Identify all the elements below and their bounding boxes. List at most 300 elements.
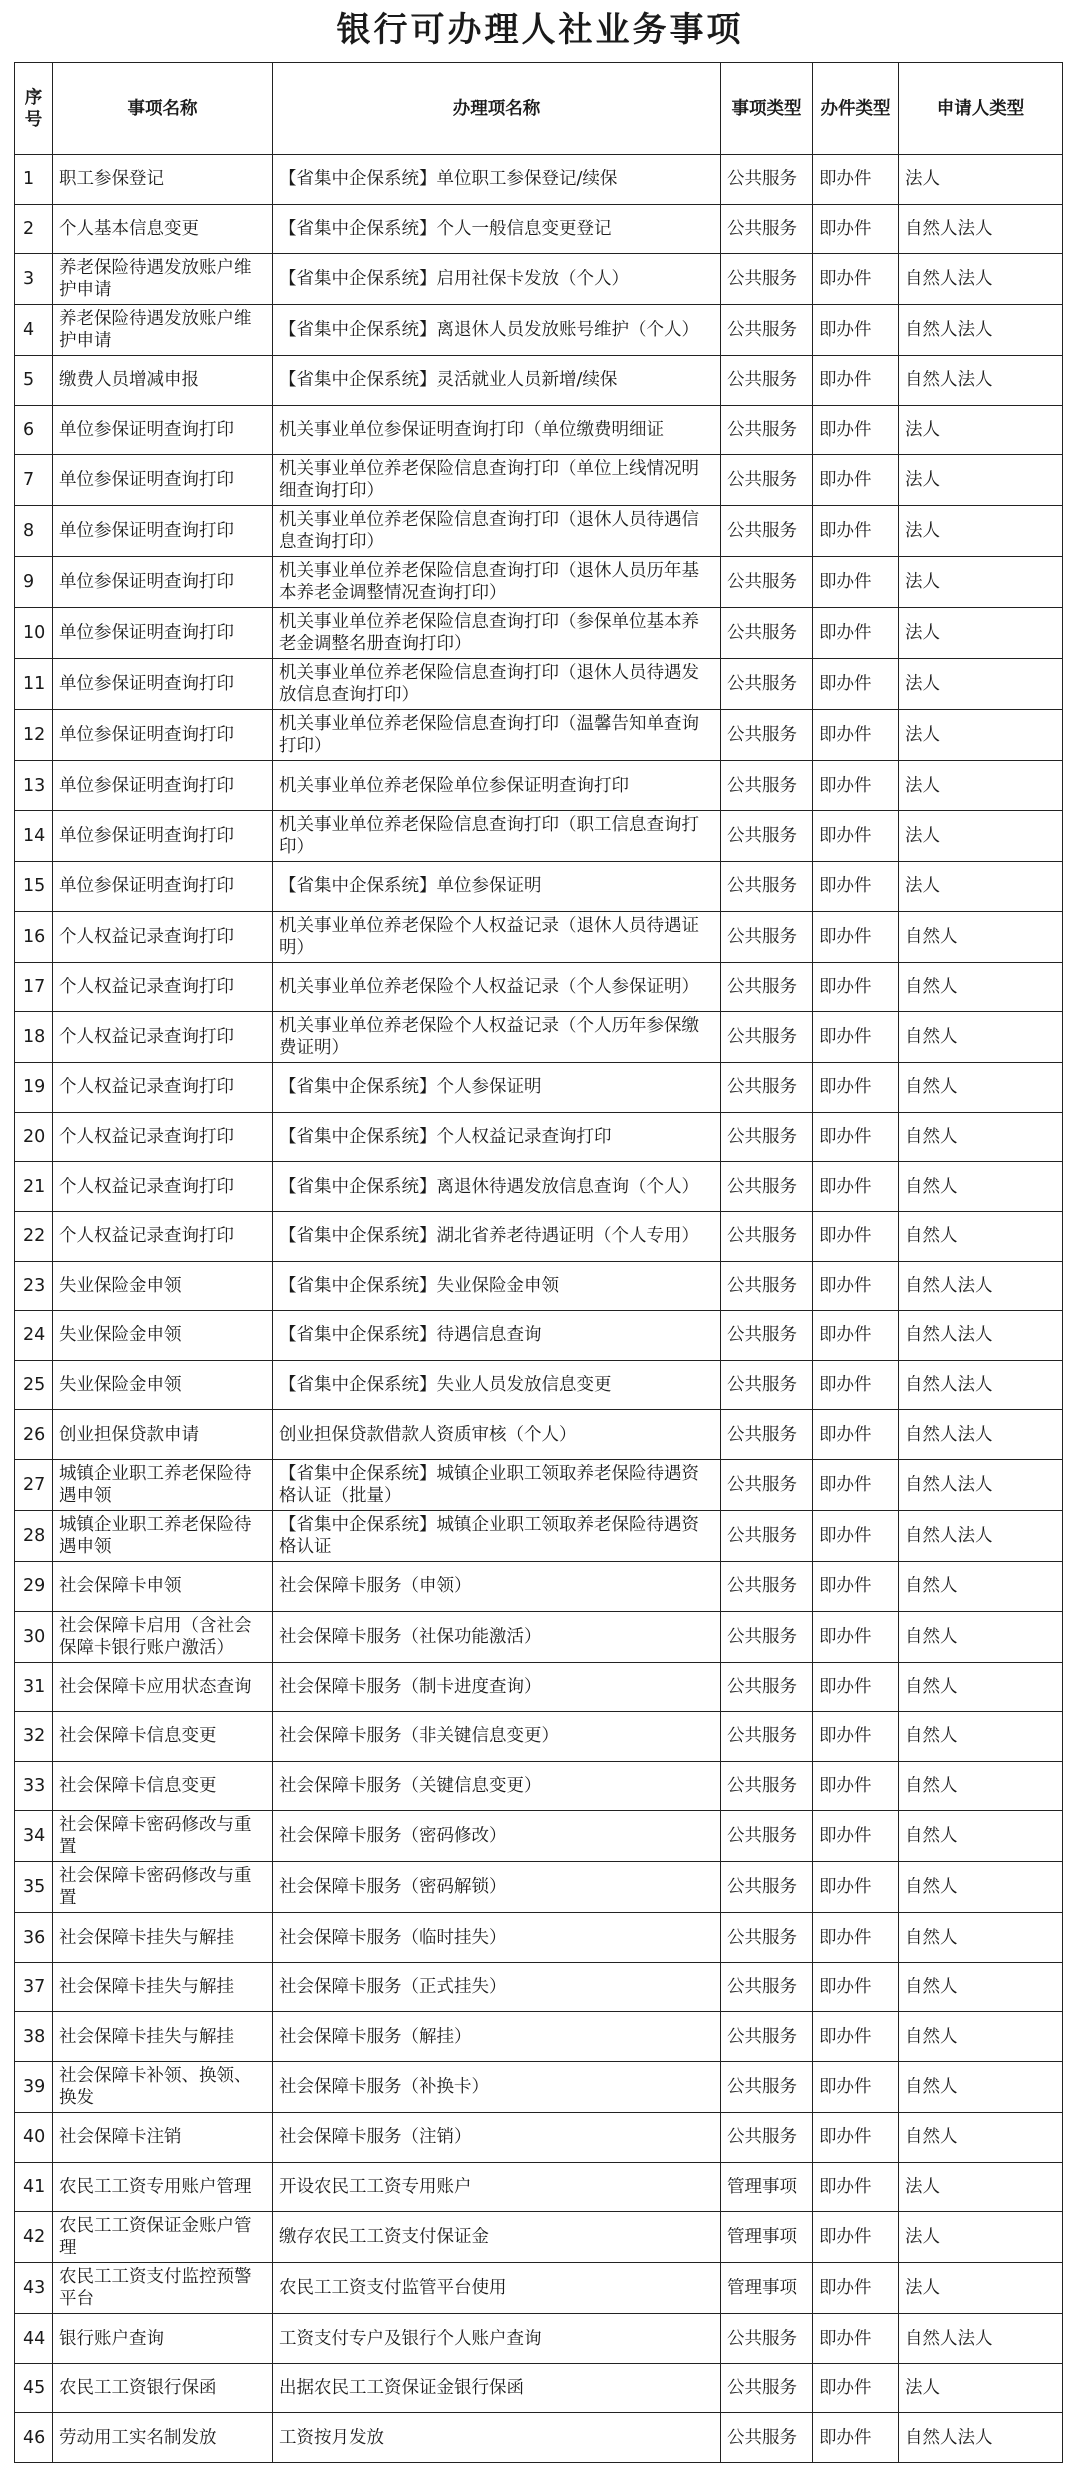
table-row	[15, 1761, 1063, 1811]
row-number: 3	[15, 254, 53, 305]
applicant-type-cell: 自然人	[899, 1913, 1063, 1963]
item-name-cell: 社会保障卡挂失与解挂	[53, 1962, 273, 2012]
doc-type-cell: 即办件	[813, 1761, 899, 1811]
table-row	[15, 1862, 1063, 1913]
table-row	[15, 1112, 1063, 1162]
applicant-type-cell: 自然人	[899, 1662, 1063, 1712]
table-row	[15, 1063, 1063, 1113]
handle-name-cell: 开设农民工工资专用账户	[273, 2162, 721, 2212]
doc-type-cell: 即办件	[813, 1712, 899, 1762]
table-row	[15, 659, 1063, 710]
applicant-type-cell: 自然人	[899, 1761, 1063, 1811]
row-number: 13	[15, 761, 53, 811]
applicant-type-cell: 自然人法人	[899, 254, 1063, 305]
row-number: 31	[15, 1662, 53, 1712]
item-type-cell: 公共服务	[721, 405, 813, 455]
applicant-type-cell: 法人	[899, 155, 1063, 205]
handle-name-cell: 出据农民工工资保证金银行保函	[273, 2363, 721, 2413]
row-number: 23	[15, 1261, 53, 1311]
header-handle-name: 办理项名称	[273, 63, 721, 155]
table-row	[15, 1510, 1063, 1561]
applicant-type-cell: 自然人	[899, 1561, 1063, 1611]
doc-type-cell: 即办件	[813, 1162, 899, 1212]
item-name-cell: 单位参保证明查询打印	[53, 710, 273, 761]
row-number: 2	[15, 204, 53, 254]
applicant-type-cell: 法人	[899, 557, 1063, 608]
doc-type-cell: 即办件	[813, 1012, 899, 1063]
table-row	[15, 1712, 1063, 1762]
item-type-cell: 公共服务	[721, 305, 813, 356]
table-row	[15, 1410, 1063, 1460]
doc-type-cell: 即办件	[813, 962, 899, 1012]
row-number: 4	[15, 305, 53, 356]
item-name-cell: 个人基本信息变更	[53, 204, 273, 254]
doc-type-cell: 即办件	[813, 1913, 899, 1963]
row-number: 5	[15, 356, 53, 406]
item-type-cell: 公共服务	[721, 1063, 813, 1113]
handle-name-cell: 【省集中企保系统】个人参保证明	[273, 1063, 721, 1113]
doc-type-cell: 即办件	[813, 1211, 899, 1261]
item-type-cell: 公共服务	[721, 2413, 813, 2463]
item-type-cell: 公共服务	[721, 1112, 813, 1162]
item-type-cell: 公共服务	[721, 1862, 813, 1913]
table-row	[15, 2113, 1063, 2163]
applicant-type-cell: 自然人法人	[899, 2413, 1063, 2463]
item-type-cell: 公共服务	[721, 1962, 813, 2012]
row-number: 18	[15, 1012, 53, 1063]
doc-type-cell: 即办件	[813, 2413, 899, 2463]
item-name-cell: 个人权益记录查询打印	[53, 1012, 273, 1063]
handle-name-cell: 社会保障卡服务（社保功能激活）	[273, 1611, 721, 1662]
item-type-cell: 公共服务	[721, 911, 813, 962]
row-number: 38	[15, 2012, 53, 2062]
item-name-cell: 失业保险金申领	[53, 1261, 273, 1311]
table-row	[15, 254, 1063, 305]
table-row	[15, 2363, 1063, 2413]
applicant-type-cell: 自然人法人	[899, 1459, 1063, 1510]
table-row	[15, 1962, 1063, 2012]
doc-type-cell: 即办件	[813, 2012, 899, 2062]
header-seq: 序号	[15, 63, 53, 155]
doc-type-cell: 即办件	[813, 659, 899, 710]
table-row	[15, 2162, 1063, 2212]
item-name-cell: 单位参保证明查询打印	[53, 506, 273, 557]
row-number: 19	[15, 1063, 53, 1113]
row-number: 41	[15, 2162, 53, 2212]
handle-name-cell: 机关事业单位养老保险信息查询打印（单位上线情况明细查询打印）	[273, 455, 721, 506]
applicant-type-cell: 法人	[899, 710, 1063, 761]
handle-name-cell: 【省集中企保系统】启用社保卡发放（个人）	[273, 254, 721, 305]
item-name-cell: 单位参保证明查询打印	[53, 861, 273, 911]
row-number: 43	[15, 2263, 53, 2314]
item-type-cell: 公共服务	[721, 1811, 813, 1862]
doc-type-cell: 即办件	[813, 1561, 899, 1611]
item-type-cell: 公共服务	[721, 1712, 813, 1762]
applicant-type-cell: 自然人	[899, 1162, 1063, 1212]
row-number: 27	[15, 1459, 53, 1510]
handle-name-cell: 创业担保贷款借款人资质审核（个人）	[273, 1410, 721, 1460]
applicant-type-cell: 自然人	[899, 2012, 1063, 2062]
row-number: 20	[15, 1112, 53, 1162]
item-type-cell: 公共服务	[721, 761, 813, 811]
item-name-cell: 社会保障卡启用（含社会保障卡银行账户激活）	[53, 1611, 273, 1662]
handle-name-cell: 机关事业单位养老保险信息查询打印（退休人员待遇信息查询打印）	[273, 506, 721, 557]
item-name-cell: 个人权益记录查询打印	[53, 911, 273, 962]
doc-type-cell: 即办件	[813, 254, 899, 305]
table-row	[15, 1611, 1063, 1662]
row-number: 42	[15, 2212, 53, 2263]
item-name-cell: 社会保障卡应用状态查询	[53, 1662, 273, 1712]
item-type-cell: 公共服务	[721, 557, 813, 608]
doc-type-cell: 即办件	[813, 2263, 899, 2314]
applicant-type-cell: 自然人法人	[899, 1261, 1063, 1311]
handle-name-cell: 机关事业单位养老保险信息查询打印（参保单位基本养老金调整名册查询打印）	[273, 608, 721, 659]
row-number: 14	[15, 810, 53, 861]
table-row	[15, 2263, 1063, 2314]
handle-name-cell: 【省集中企保系统】离退休人员发放账号维护（个人）	[273, 305, 721, 356]
applicant-type-cell: 自然人法人	[899, 2314, 1063, 2364]
applicant-type-cell: 自然人	[899, 1211, 1063, 1261]
applicant-type-cell: 自然人	[899, 1811, 1063, 1862]
services-table	[14, 62, 1063, 2463]
row-number: 29	[15, 1561, 53, 1611]
table-row	[15, 1913, 1063, 1963]
handle-name-cell: 社会保障卡服务（正式挂失）	[273, 1962, 721, 2012]
page-title: 银行可办理人社业务事项	[336, 10, 744, 50]
item-name-cell: 社会保障卡挂失与解挂	[53, 2012, 273, 2062]
doc-type-cell: 即办件	[813, 2363, 899, 2413]
handle-name-cell: 机关事业单位养老保险个人权益记录（个人参保证明）	[273, 962, 721, 1012]
item-type-cell: 公共服务	[721, 608, 813, 659]
item-type-cell: 管理事项	[721, 2212, 813, 2263]
item-type-cell: 公共服务	[721, 1261, 813, 1311]
handle-name-cell: 社会保障卡服务（关键信息变更）	[273, 1761, 721, 1811]
item-name-cell: 城镇企业职工养老保险待遇申领	[53, 1459, 273, 1510]
applicant-type-cell: 法人	[899, 2263, 1063, 2314]
applicant-type-cell: 自然人	[899, 1712, 1063, 1762]
applicant-type-cell: 法人	[899, 861, 1063, 911]
handle-name-cell: 【省集中企保系统】城镇企业职工领取养老保险待遇资格认证（批量）	[273, 1459, 721, 1510]
row-number: 46	[15, 2413, 53, 2463]
handle-name-cell: 【省集中企保系统】单位职工参保登记/续保	[273, 155, 721, 205]
applicant-type-cell: 自然人	[899, 962, 1063, 1012]
row-number: 8	[15, 506, 53, 557]
table-row	[15, 1012, 1063, 1063]
item-name-cell: 单位参保证明查询打印	[53, 557, 273, 608]
handle-name-cell: 社会保障卡服务（注销）	[273, 2113, 721, 2163]
handle-name-cell: 社会保障卡服务（临时挂失）	[273, 1913, 721, 1963]
doc-type-cell: 即办件	[813, 356, 899, 406]
handle-name-cell: 缴存农民工工资支付保证金	[273, 2212, 721, 2263]
item-name-cell: 农民工工资专用账户管理	[53, 2162, 273, 2212]
item-type-cell: 公共服务	[721, 861, 813, 911]
applicant-type-cell: 自然人	[899, 1112, 1063, 1162]
table-row	[15, 2314, 1063, 2364]
doc-type-cell: 即办件	[813, 2314, 899, 2364]
row-number: 17	[15, 962, 53, 1012]
applicant-type-cell: 法人	[899, 608, 1063, 659]
item-name-cell: 养老保险待遇发放账户维护申请	[53, 254, 273, 305]
doc-type-cell: 即办件	[813, 608, 899, 659]
applicant-type-cell: 法人	[899, 810, 1063, 861]
item-name-cell: 个人权益记录查询打印	[53, 1211, 273, 1261]
item-type-cell: 公共服务	[721, 1662, 813, 1712]
item-name-cell: 单位参保证明查询打印	[53, 455, 273, 506]
handle-name-cell: 【省集中企保系统】个人一般信息变更登记	[273, 204, 721, 254]
handle-name-cell: 【省集中企保系统】城镇企业职工领取养老保险待遇资格认证	[273, 1510, 721, 1561]
applicant-type-cell: 自然人法人	[899, 1311, 1063, 1361]
item-type-cell: 公共服务	[721, 455, 813, 506]
doc-type-cell: 即办件	[813, 1962, 899, 2012]
table-row	[15, 2212, 1063, 2263]
applicant-type-cell: 法人	[899, 2162, 1063, 2212]
row-number: 37	[15, 1962, 53, 2012]
table-row	[15, 2012, 1063, 2062]
doc-type-cell: 即办件	[813, 1459, 899, 1510]
handle-name-cell: 机关事业单位养老保险信息查询打印（退休人员待遇发放信息查询打印）	[273, 659, 721, 710]
handle-name-cell: 社会保障卡服务（非关键信息变更）	[273, 1712, 721, 1762]
row-number: 15	[15, 861, 53, 911]
doc-type-cell: 即办件	[813, 1510, 899, 1561]
handle-name-cell: 【省集中企保系统】失业人员发放信息变更	[273, 1360, 721, 1410]
handle-name-cell: 机关事业单位参保证明查询打印（单位缴费明细证	[273, 405, 721, 455]
item-name-cell: 社会保障卡挂失与解挂	[53, 1913, 273, 1963]
item-name-cell: 个人权益记录查询打印	[53, 1162, 273, 1212]
handle-name-cell: 机关事业单位养老保险信息查询打印（温馨告知单查询打印）	[273, 710, 721, 761]
doc-type-cell: 即办件	[813, 761, 899, 811]
item-type-cell: 公共服务	[721, 1360, 813, 1410]
row-number: 25	[15, 1360, 53, 1410]
applicant-type-cell: 自然人	[899, 1012, 1063, 1063]
table-row	[15, 455, 1063, 506]
header-doc-type: 办件类型	[813, 63, 899, 155]
handle-name-cell: 【省集中企保系统】单位参保证明	[273, 861, 721, 911]
handle-name-cell: 社会保障卡服务（密码解锁）	[273, 1862, 721, 1913]
item-name-cell: 个人权益记录查询打印	[53, 1112, 273, 1162]
applicant-type-cell: 自然人法人	[899, 1360, 1063, 1410]
item-name-cell: 社会保障卡密码修改与重置	[53, 1862, 273, 1913]
doc-type-cell: 即办件	[813, 204, 899, 254]
item-type-cell: 管理事项	[721, 2162, 813, 2212]
handle-name-cell: 【省集中企保系统】湖北省养老待遇证明（个人专用）	[273, 1211, 721, 1261]
item-type-cell: 公共服务	[721, 2363, 813, 2413]
item-name-cell: 农民工工资银行保函	[53, 2363, 273, 2413]
item-type-cell: 公共服务	[721, 1561, 813, 1611]
item-type-cell: 公共服务	[721, 962, 813, 1012]
table-row	[15, 1211, 1063, 1261]
doc-type-cell: 即办件	[813, 710, 899, 761]
row-number: 10	[15, 608, 53, 659]
handle-name-cell: 【省集中企保系统】离退休待遇发放信息查询（个人）	[273, 1162, 721, 1212]
table-row	[15, 1811, 1063, 1862]
handle-name-cell: 机关事业单位养老保险个人权益记录（退休人员待遇证明）	[273, 911, 721, 962]
applicant-type-cell: 自然人法人	[899, 1410, 1063, 1460]
table-row	[15, 506, 1063, 557]
applicant-type-cell: 法人	[899, 506, 1063, 557]
table-row	[15, 155, 1063, 205]
applicant-type-cell: 法人	[899, 2363, 1063, 2413]
item-name-cell: 单位参保证明查询打印	[53, 659, 273, 710]
doc-type-cell: 即办件	[813, 1261, 899, 1311]
applicant-type-cell: 自然人	[899, 2062, 1063, 2113]
item-type-cell: 公共服务	[721, 2062, 813, 2113]
applicant-type-cell: 自然人	[899, 1962, 1063, 2012]
row-number: 21	[15, 1162, 53, 1212]
item-name-cell: 农民工工资保证金账户管理	[53, 2212, 273, 2263]
doc-type-cell: 即办件	[813, 810, 899, 861]
doc-type-cell: 即办件	[813, 1360, 899, 1410]
table-row	[15, 2062, 1063, 2113]
item-type-cell: 公共服务	[721, 356, 813, 406]
item-name-cell: 城镇企业职工养老保险待遇申领	[53, 1510, 273, 1561]
handle-name-cell: 【省集中企保系统】灵活就业人员新增/续保	[273, 356, 721, 406]
applicant-type-cell: 自然人	[899, 2113, 1063, 2163]
row-number: 11	[15, 659, 53, 710]
table-row	[15, 1162, 1063, 1212]
table-row	[15, 810, 1063, 861]
item-type-cell: 公共服务	[721, 810, 813, 861]
applicant-type-cell: 自然人法人	[899, 356, 1063, 406]
header-applicant-type: 申请人类型	[899, 63, 1063, 155]
item-type-cell: 公共服务	[721, 1913, 813, 1963]
header-row	[15, 63, 1063, 155]
doc-type-cell: 即办件	[813, 305, 899, 356]
doc-type-cell: 即办件	[813, 911, 899, 962]
doc-type-cell: 即办件	[813, 455, 899, 506]
row-number: 16	[15, 911, 53, 962]
item-name-cell: 社会保障卡注销	[53, 2113, 273, 2163]
applicant-type-cell: 自然人法人	[899, 1510, 1063, 1561]
doc-type-cell: 即办件	[813, 155, 899, 205]
item-name-cell: 单位参保证明查询打印	[53, 608, 273, 659]
item-name-cell: 单位参保证明查询打印	[53, 810, 273, 861]
applicant-type-cell: 自然人	[899, 911, 1063, 962]
handle-name-cell: 社会保障卡服务（解挂）	[273, 2012, 721, 2062]
handle-name-cell: 社会保障卡服务（申领）	[273, 1561, 721, 1611]
doc-type-cell: 即办件	[813, 1862, 899, 1913]
item-name-cell: 个人权益记录查询打印	[53, 962, 273, 1012]
doc-type-cell: 即办件	[813, 557, 899, 608]
row-number: 40	[15, 2113, 53, 2163]
handle-name-cell: 社会保障卡服务（补换卡）	[273, 2062, 721, 2113]
doc-type-cell: 即办件	[813, 2212, 899, 2263]
table-row	[15, 405, 1063, 455]
doc-type-cell: 即办件	[813, 405, 899, 455]
doc-type-cell: 即办件	[813, 1311, 899, 1361]
item-type-cell: 公共服务	[721, 204, 813, 254]
applicant-type-cell: 法人	[899, 455, 1063, 506]
handle-name-cell: 机关事业单位养老保险个人权益记录（个人历年参保缴费证明）	[273, 1012, 721, 1063]
handle-name-cell: 工资支付专户及银行个人账户查询	[273, 2314, 721, 2364]
doc-type-cell: 即办件	[813, 861, 899, 911]
row-number: 6	[15, 405, 53, 455]
table-row	[15, 710, 1063, 761]
item-name-cell: 劳动用工实名制发放	[53, 2413, 273, 2463]
table-header	[15, 63, 1063, 155]
table-row	[15, 2413, 1063, 2463]
table-row	[15, 1662, 1063, 1712]
row-number: 26	[15, 1410, 53, 1460]
applicant-type-cell: 法人	[899, 659, 1063, 710]
item-type-cell: 公共服务	[721, 1012, 813, 1063]
row-number: 39	[15, 2062, 53, 2113]
header-item-name: 事项名称	[53, 63, 273, 155]
item-name-cell: 社会保障卡申领	[53, 1561, 273, 1611]
item-type-cell: 公共服务	[721, 1611, 813, 1662]
item-type-cell: 公共服务	[721, 1459, 813, 1510]
row-number: 12	[15, 710, 53, 761]
applicant-type-cell: 自然人法人	[899, 204, 1063, 254]
item-name-cell: 创业担保贷款申请	[53, 1410, 273, 1460]
handle-name-cell: 【省集中企保系统】个人权益记录查询打印	[273, 1112, 721, 1162]
item-name-cell: 职工参保登记	[53, 155, 273, 205]
item-type-cell: 公共服务	[721, 659, 813, 710]
table-row	[15, 608, 1063, 659]
doc-type-cell: 即办件	[813, 2162, 899, 2212]
header-item-type: 事项类型	[721, 63, 813, 155]
handle-name-cell: 机关事业单位养老保险单位参保证明查询打印	[273, 761, 721, 811]
item-name-cell: 社会保障卡信息变更	[53, 1712, 273, 1762]
handle-name-cell: 社会保障卡服务（密码修改）	[273, 1811, 721, 1862]
row-number: 28	[15, 1510, 53, 1561]
item-name-cell: 失业保险金申领	[53, 1311, 273, 1361]
doc-type-cell: 即办件	[813, 1611, 899, 1662]
row-number: 33	[15, 1761, 53, 1811]
item-type-cell: 公共服务	[721, 1162, 813, 1212]
table-row	[15, 1459, 1063, 1510]
item-type-cell: 公共服务	[721, 1410, 813, 1460]
handle-name-cell: 社会保障卡服务（制卡进度查询）	[273, 1662, 721, 1712]
item-type-cell: 公共服务	[721, 2113, 813, 2163]
table-body	[15, 155, 1063, 2463]
item-name-cell: 银行账户查询	[53, 2314, 273, 2364]
applicant-type-cell: 自然人	[899, 1862, 1063, 1913]
table-row	[15, 1311, 1063, 1361]
handle-name-cell: 【省集中企保系统】失业保险金申领	[273, 1261, 721, 1311]
item-type-cell: 公共服务	[721, 710, 813, 761]
row-number: 32	[15, 1712, 53, 1762]
item-type-cell: 公共服务	[721, 1510, 813, 1561]
row-number: 22	[15, 1211, 53, 1261]
item-type-cell: 公共服务	[721, 1311, 813, 1361]
doc-type-cell: 即办件	[813, 1662, 899, 1712]
applicant-type-cell: 法人	[899, 2212, 1063, 2263]
row-number: 30	[15, 1611, 53, 1662]
table-row	[15, 204, 1063, 254]
item-type-cell: 公共服务	[721, 2012, 813, 2062]
table-row	[15, 557, 1063, 608]
item-name-cell: 养老保险待遇发放账户维护申请	[53, 305, 273, 356]
handle-name-cell: 农民工工资支付监管平台使用	[273, 2263, 721, 2314]
row-number: 9	[15, 557, 53, 608]
item-name-cell: 个人权益记录查询打印	[53, 1063, 273, 1113]
doc-type-cell: 即办件	[813, 506, 899, 557]
table-row	[15, 962, 1063, 1012]
row-number: 45	[15, 2363, 53, 2413]
table-row	[15, 761, 1063, 811]
item-name-cell: 社会保障卡补领、换领、换发	[53, 2062, 273, 2113]
item-name-cell: 缴费人员增减申报	[53, 356, 273, 406]
item-type-cell: 公共服务	[721, 2314, 813, 2364]
item-type-cell: 公共服务	[721, 506, 813, 557]
item-name-cell: 社会保障卡密码修改与重置	[53, 1811, 273, 1862]
applicant-type-cell: 法人	[899, 761, 1063, 811]
handle-name-cell: 【省集中企保系统】待遇信息查询	[273, 1311, 721, 1361]
applicant-type-cell: 法人	[899, 405, 1063, 455]
doc-type-cell: 即办件	[813, 2062, 899, 2113]
doc-type-cell: 即办件	[813, 1811, 899, 1862]
table-row	[15, 861, 1063, 911]
